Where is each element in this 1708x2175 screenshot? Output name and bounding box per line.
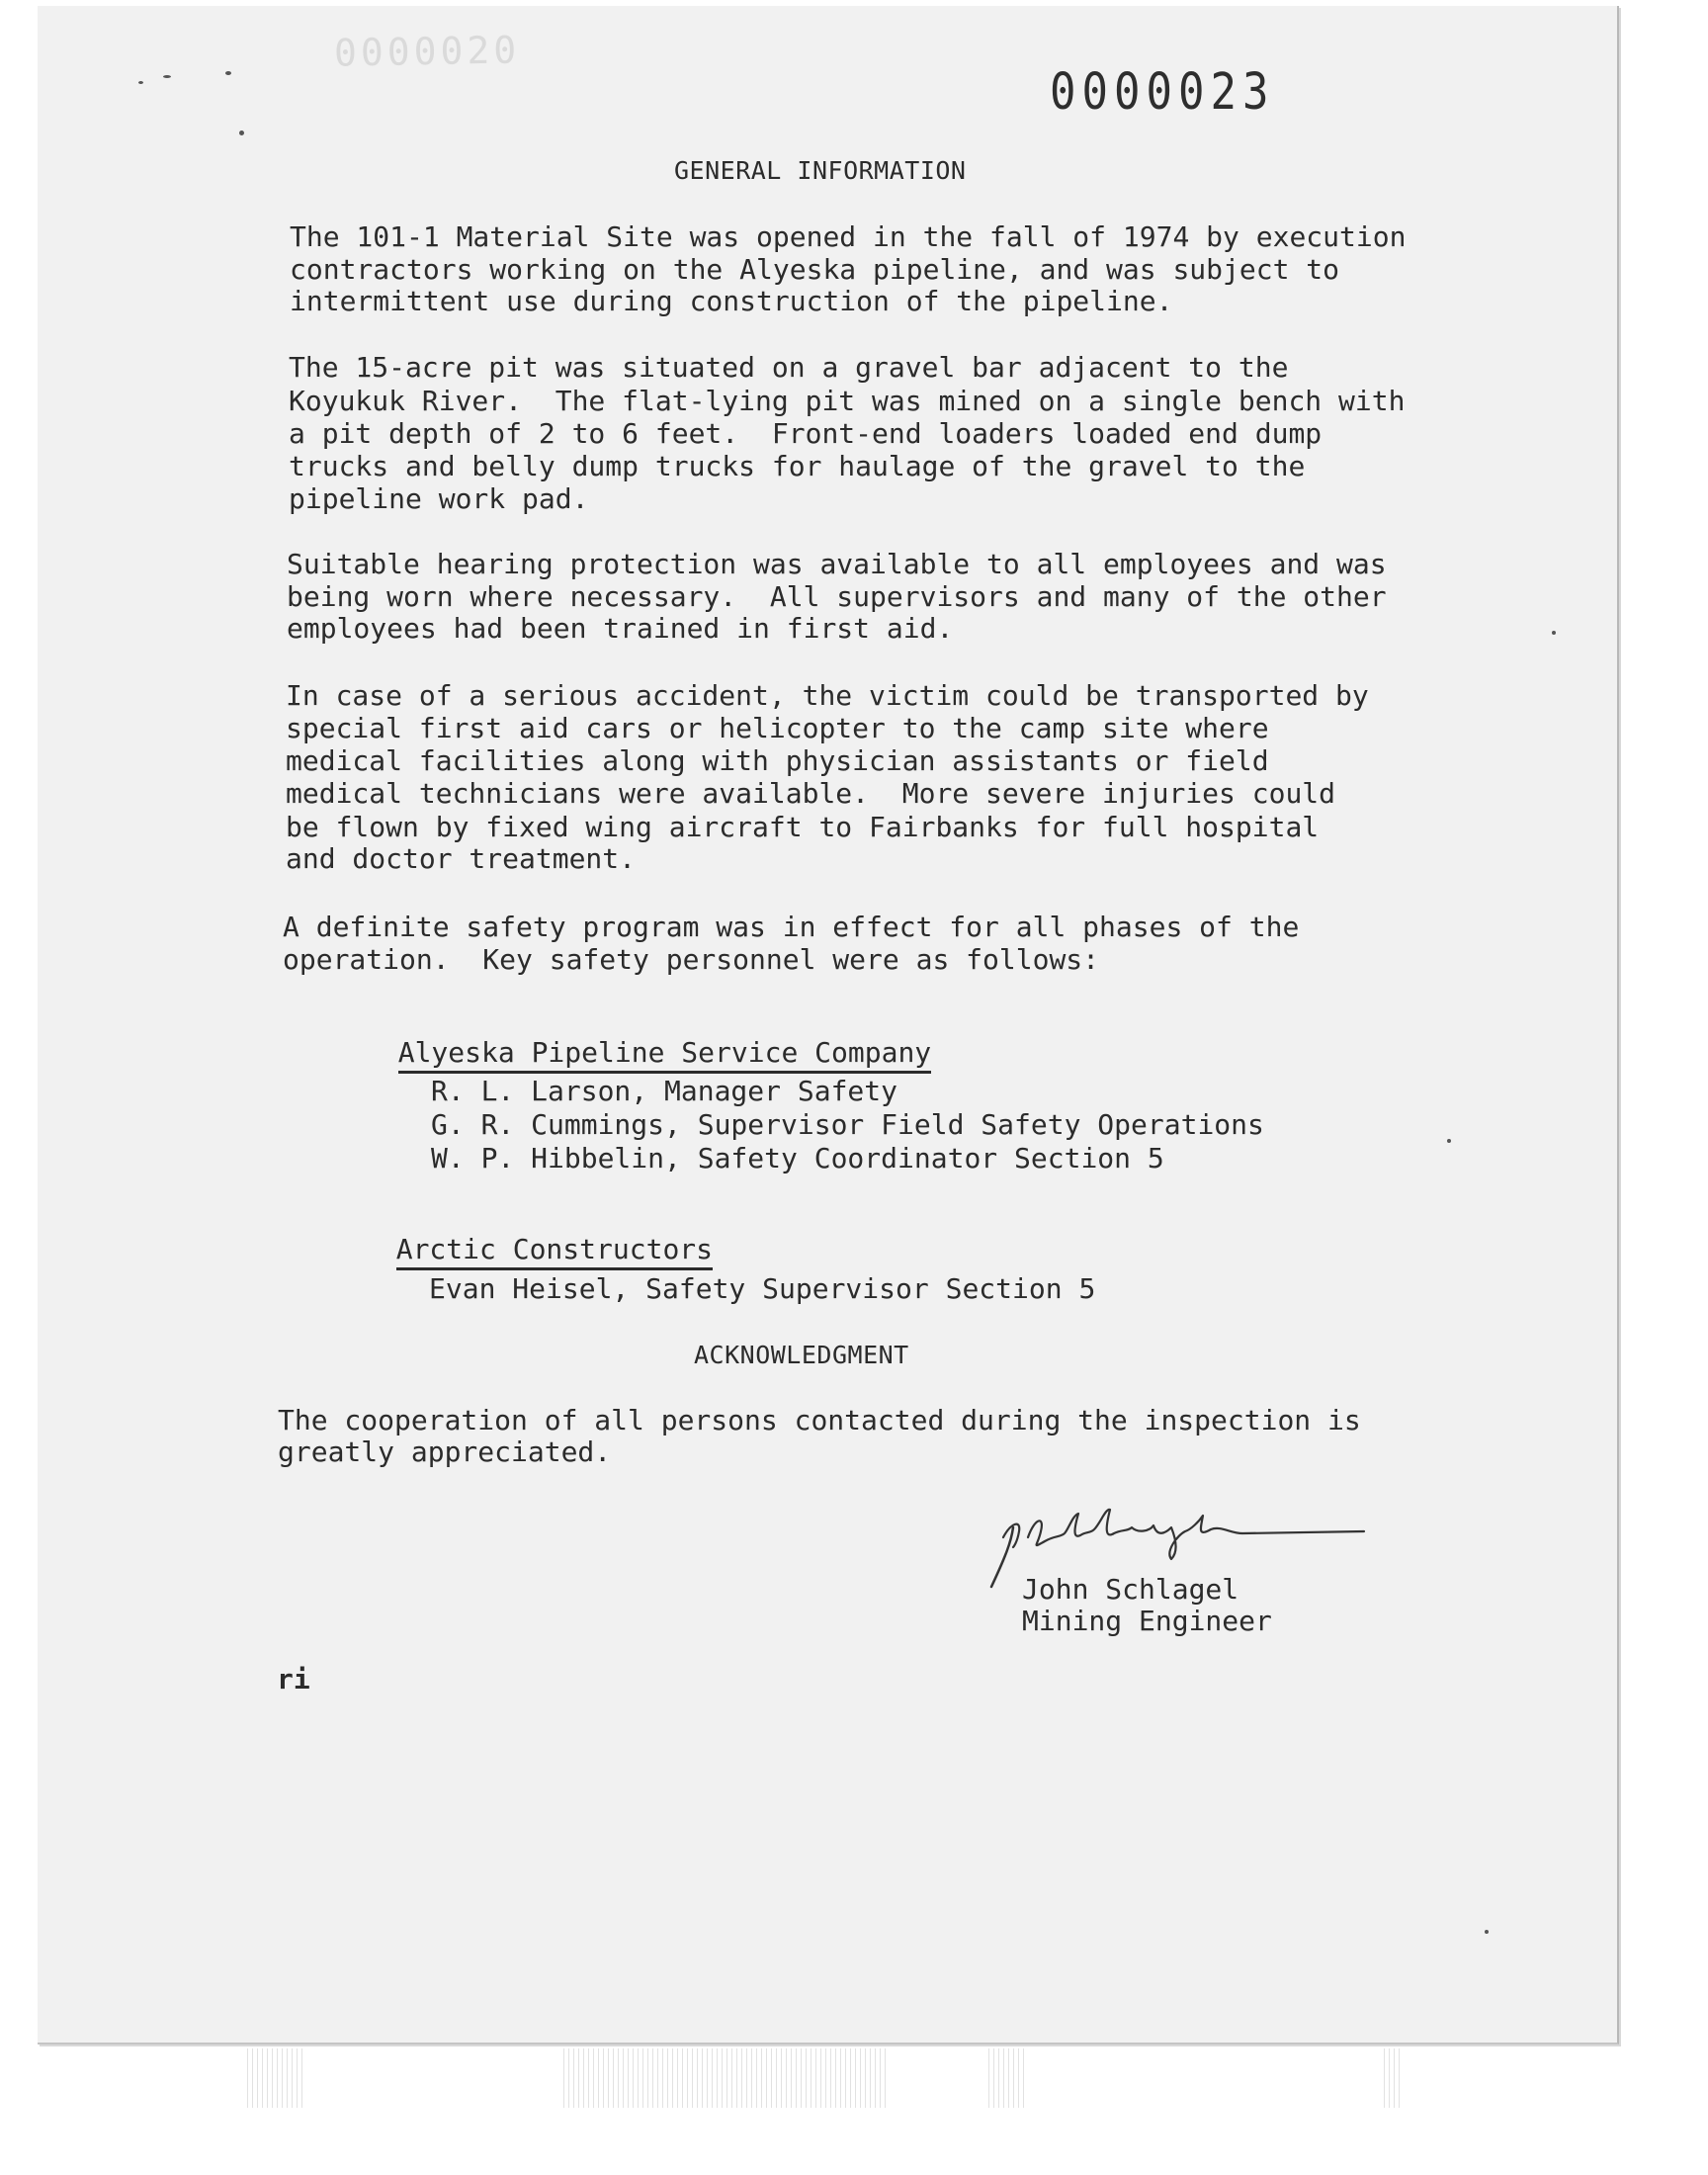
paragraph-line: A definite safety program was in effect for all phases of the bbox=[283, 911, 1300, 943]
paragraph-line: The 15-acre pit was situated on a gravel bar adjacent to the bbox=[289, 351, 1289, 384]
company-heading-arctic bbox=[363, 1208, 713, 1263]
paragraph-line: pipeline work pad. bbox=[289, 482, 589, 515]
paragraph-line: be flown by fixed wing aircraft to Fairbanks for full hospital bbox=[286, 811, 1320, 843]
paragraph-line: The 101-1 Material Site was opened in the fall of 1974 by execution bbox=[290, 220, 1407, 253]
paragraph-line: employees had been trained in first aid. bbox=[287, 612, 954, 645]
personnel-item: R. L. Larson, Manager Safety bbox=[431, 1075, 898, 1107]
personnel-item: W. P. Hibbelin, Safety Coordinator Section 5 bbox=[431, 1142, 1164, 1174]
paragraph-line: greatly appreciated. bbox=[278, 1436, 612, 1468]
paragraph-line: contractors working on the Alyeska pipeline, and was subject to bbox=[290, 253, 1340, 286]
paragraph-line: medical technicians were available. More severe injuries could bbox=[286, 777, 1336, 810]
section-title-general-information: GENERAL INFORMATION bbox=[674, 156, 967, 185]
typist-initials: ri bbox=[277, 1663, 310, 1696]
company-heading-alyeska bbox=[365, 1011, 931, 1067]
paragraph-line: special first aid cars or helicopter to the camp site where bbox=[286, 712, 1269, 744]
paragraph-line: a pit depth of 2 to 6 feet. Front-end loaders loaded end dump bbox=[289, 417, 1323, 450]
scan-speck bbox=[138, 81, 143, 84]
paragraph-line: The cooperation of all persons contacted during the inspection is bbox=[278, 1404, 1361, 1436]
paragraph-line: and doctor treatment. bbox=[286, 842, 637, 875]
scan-speck bbox=[1447, 1139, 1451, 1143]
paragraph-line: being worn where necessary. All supervisors and many of the other bbox=[287, 580, 1387, 613]
signatory-name: John Schlagel bbox=[1022, 1573, 1239, 1606]
document-stamp-number: 0000023 bbox=[1050, 63, 1275, 122]
scan-speck bbox=[225, 71, 231, 75]
personnel-item: Evan Heisel, Safety Supervisor Section 5 bbox=[429, 1272, 1096, 1305]
paragraph-line: Suitable hearing protection was available to all employees and was bbox=[287, 548, 1387, 580]
scan-edge-artifact bbox=[0, 2048, 1708, 2108]
personnel-item: G. R. Cummings, Supervisor Field Safety Operations bbox=[431, 1108, 1264, 1141]
paragraph-line: trucks and belly dump trucks for haulage of the gravel to the bbox=[289, 450, 1306, 482]
scan-speck bbox=[1552, 631, 1556, 635]
paragraph-line: medical facilities along with physician assistants or field bbox=[286, 744, 1269, 777]
scan-speck bbox=[163, 75, 171, 78]
paragraph-line: Koyukuk River. The flat-lying pit was mined on a single bench with bbox=[289, 385, 1406, 417]
paragraph-line: In case of a serious accident, the victim could be transported by bbox=[286, 679, 1369, 712]
scan-speck bbox=[1485, 1930, 1489, 1934]
scan-speck bbox=[239, 130, 244, 135]
paragraph-line: operation. Key safety personnel were as follows: bbox=[283, 943, 1100, 976]
paragraph-line: intermittent use during construction of the pipeline. bbox=[290, 285, 1173, 317]
company-name: Arctic Constructors bbox=[396, 1233, 713, 1270]
company-name: Alyeska Pipeline Service Company bbox=[398, 1036, 931, 1074]
section-title-acknowledgment: ACKNOWLEDGMENT bbox=[694, 1341, 909, 1369]
signatory-title: Mining Engineer bbox=[1022, 1605, 1272, 1637]
bleed-through-stamp: 0000020 bbox=[333, 28, 521, 75]
